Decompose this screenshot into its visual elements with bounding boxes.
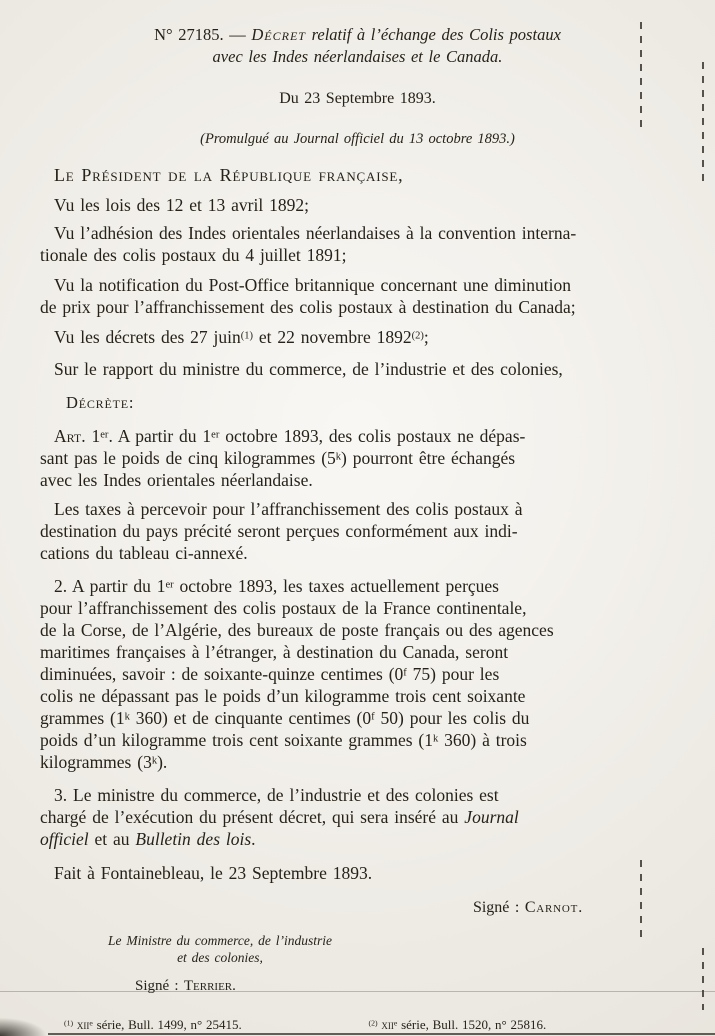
text-run: grammes (1 xyxy=(40,708,125,728)
text-run: Vu la notification du Post-Office britannique concernant une diminution xyxy=(54,275,572,295)
text-run: k xyxy=(433,733,439,745)
text-run: et au xyxy=(88,829,136,849)
text-run: e xyxy=(393,1018,398,1028)
text-run: 360) et de cinquante centimes (0 xyxy=(129,708,372,728)
scan-corner-smudge xyxy=(0,1018,46,1036)
text-run: 2. A partir du 1 xyxy=(54,576,166,596)
text-run: Le Ministre du commerce, de l’industrie xyxy=(108,933,332,948)
text-run: sant pas le poids de cinq kilogrammes (5 xyxy=(40,448,336,468)
text-run: Vu les lois des 12 et 13 avril 1892; xyxy=(54,195,309,215)
text-run: Le Président de la République française, xyxy=(54,165,404,185)
footnotes xyxy=(42,1017,695,1033)
text-run: ) pourront être échangés xyxy=(341,448,516,468)
text-run: tionale des colis postaux du 4 juillet 1891; xyxy=(40,245,347,265)
text-run: et 22 novembre 1892 xyxy=(253,327,412,347)
text-run: Journal xyxy=(464,807,519,827)
text-run: série, Bull. 1520, n° 25816. xyxy=(397,1017,547,1032)
text-run: Journal officiel xyxy=(293,131,385,147)
text-run: relatif à l’échange des Colis postaux xyxy=(305,25,561,44)
scan-edge-line xyxy=(48,1033,715,1035)
text-run: et des colonies, xyxy=(177,950,263,965)
text-run: Bulletin des lois xyxy=(135,829,252,849)
text-run: 50) pour les colis du xyxy=(374,708,530,728)
dateline-fait xyxy=(40,862,675,884)
date-line xyxy=(40,88,675,110)
scan-artifact-dashes xyxy=(702,62,704,188)
scan-artifact-dashes xyxy=(702,948,704,1010)
article-1 xyxy=(40,425,675,491)
footnote-marker-1: (1) xyxy=(240,330,254,342)
text-run: xii xyxy=(381,1017,394,1032)
signature-terrier xyxy=(135,975,715,997)
text-run: cations du tableau ci-annexé. xyxy=(40,543,248,563)
text-run: k xyxy=(151,755,158,767)
text-run: poids d’un kilogramme trois cent soixante grammes (1 xyxy=(40,730,433,750)
text-run: . xyxy=(251,829,256,849)
text-run: Signé : xyxy=(472,899,525,916)
article-3 xyxy=(40,784,675,850)
text-run: N° 27185. — xyxy=(154,25,252,44)
salutation xyxy=(40,164,675,186)
text-run: avec les Indes néerlandaises et le Canada. xyxy=(212,46,503,66)
text-run: série, Bull. 1499, n° 25415. xyxy=(92,1017,242,1032)
text-run: de la Corse, de l’Algérie, des bureaux de poste français ou des agences xyxy=(40,620,554,640)
text-run: Les taxes à percevoir pour l’affranchissement des colis postaux à xyxy=(54,499,523,519)
text-run: pour l’affranchissement des colis postaux de la France continentale, xyxy=(40,598,527,618)
text-run: Décrète: xyxy=(66,393,135,412)
signature-carnot xyxy=(40,897,675,919)
text-run: Vu les décrets des 27 juin xyxy=(54,327,241,347)
text-run: Terrier. xyxy=(183,978,236,994)
text-run: Décret xyxy=(251,25,306,44)
text-run: e xyxy=(89,1018,93,1028)
footnote-marker-1: (1) xyxy=(64,1018,74,1028)
text-run: 360) à trois xyxy=(438,730,527,750)
vu-lois xyxy=(40,194,675,216)
footnote-marker-2: (2) xyxy=(368,1018,378,1028)
minister-title xyxy=(90,932,350,966)
text-run: k xyxy=(335,451,342,463)
decrete xyxy=(40,392,675,414)
text-run: Art. xyxy=(54,426,86,446)
footnote-separator-line xyxy=(0,991,715,992)
text-run: octobre 1893, les taxes actuellement perçues xyxy=(173,576,499,596)
text-run: 3. Le ministre du commerce, de l’industrie et des colonies est xyxy=(54,785,499,805)
text-run: destination du pays précité seront perçues conformément aux indi- xyxy=(40,521,518,541)
vu-adhesion xyxy=(40,222,675,266)
sur-rapport xyxy=(40,358,675,380)
text-run: (Promulgué au xyxy=(200,131,294,147)
text-run: Fait à Fontainebleau, le 23 Septembre 1893. xyxy=(54,863,373,883)
text-run: f xyxy=(371,711,375,723)
footnote-2 xyxy=(369,1017,696,1033)
taxes-paragraph xyxy=(40,498,675,564)
text-run: chargé de l’exécution du présent décret, qui sera inséré au xyxy=(40,807,465,827)
footnote-1 xyxy=(42,1017,369,1033)
text-run: er xyxy=(165,579,174,591)
text-run: du 13 octobre 1893.) xyxy=(384,131,515,147)
vu-decrets xyxy=(40,326,675,348)
text-run: er xyxy=(211,429,220,441)
text-run: 1 xyxy=(85,426,101,446)
text-run: Carnot. xyxy=(524,899,583,916)
text-run: f xyxy=(403,667,407,679)
text-run: xii xyxy=(76,1017,90,1032)
text-run: k xyxy=(124,711,130,723)
text-run: officiel xyxy=(40,829,89,849)
text-run: de prix pour l’affranchissement des colis postaux à destination du Canada; xyxy=(40,297,576,317)
promulgation-line xyxy=(40,128,675,150)
text-run: maritimes françaises à l’étranger, à destination du Canada, seront xyxy=(40,642,509,662)
text-run: ; xyxy=(423,327,429,347)
text-run: . A partir du 1 xyxy=(108,426,212,446)
text-run: Vu l’adhésion des Indes orientales néerlandaises à la convention interna- xyxy=(54,223,577,243)
text-run: Signé : xyxy=(135,978,184,994)
text-run: kilogrammes (3 xyxy=(40,752,152,772)
footnote-marker-2: (2) xyxy=(411,330,424,342)
text-run: ). xyxy=(157,752,168,772)
text-run: octobre 1893, des colis postaux ne dépas- xyxy=(219,426,526,446)
text-run: avec les Indes orientales néerlandaise. xyxy=(40,470,313,490)
text-run: colis ne dépassant pas le poids d’un kilogramme trois cent soixante xyxy=(40,686,526,706)
scan-artifact-dashes xyxy=(640,860,642,938)
document-title xyxy=(40,24,675,67)
text-run: 75) pour les xyxy=(406,664,500,684)
scan-artifact-dashes xyxy=(640,22,642,134)
text-run: er xyxy=(100,429,109,441)
vu-notification xyxy=(40,274,675,318)
text-run: Sur le rapport du ministre du commerce, de l’industrie et des colonies, xyxy=(54,359,563,379)
text-run: Du 23 Septembre 1893. xyxy=(279,90,436,107)
text-run: diminuées, savoir : de soixante-quinze centimes (0 xyxy=(40,664,404,684)
article-2 xyxy=(40,575,675,773)
